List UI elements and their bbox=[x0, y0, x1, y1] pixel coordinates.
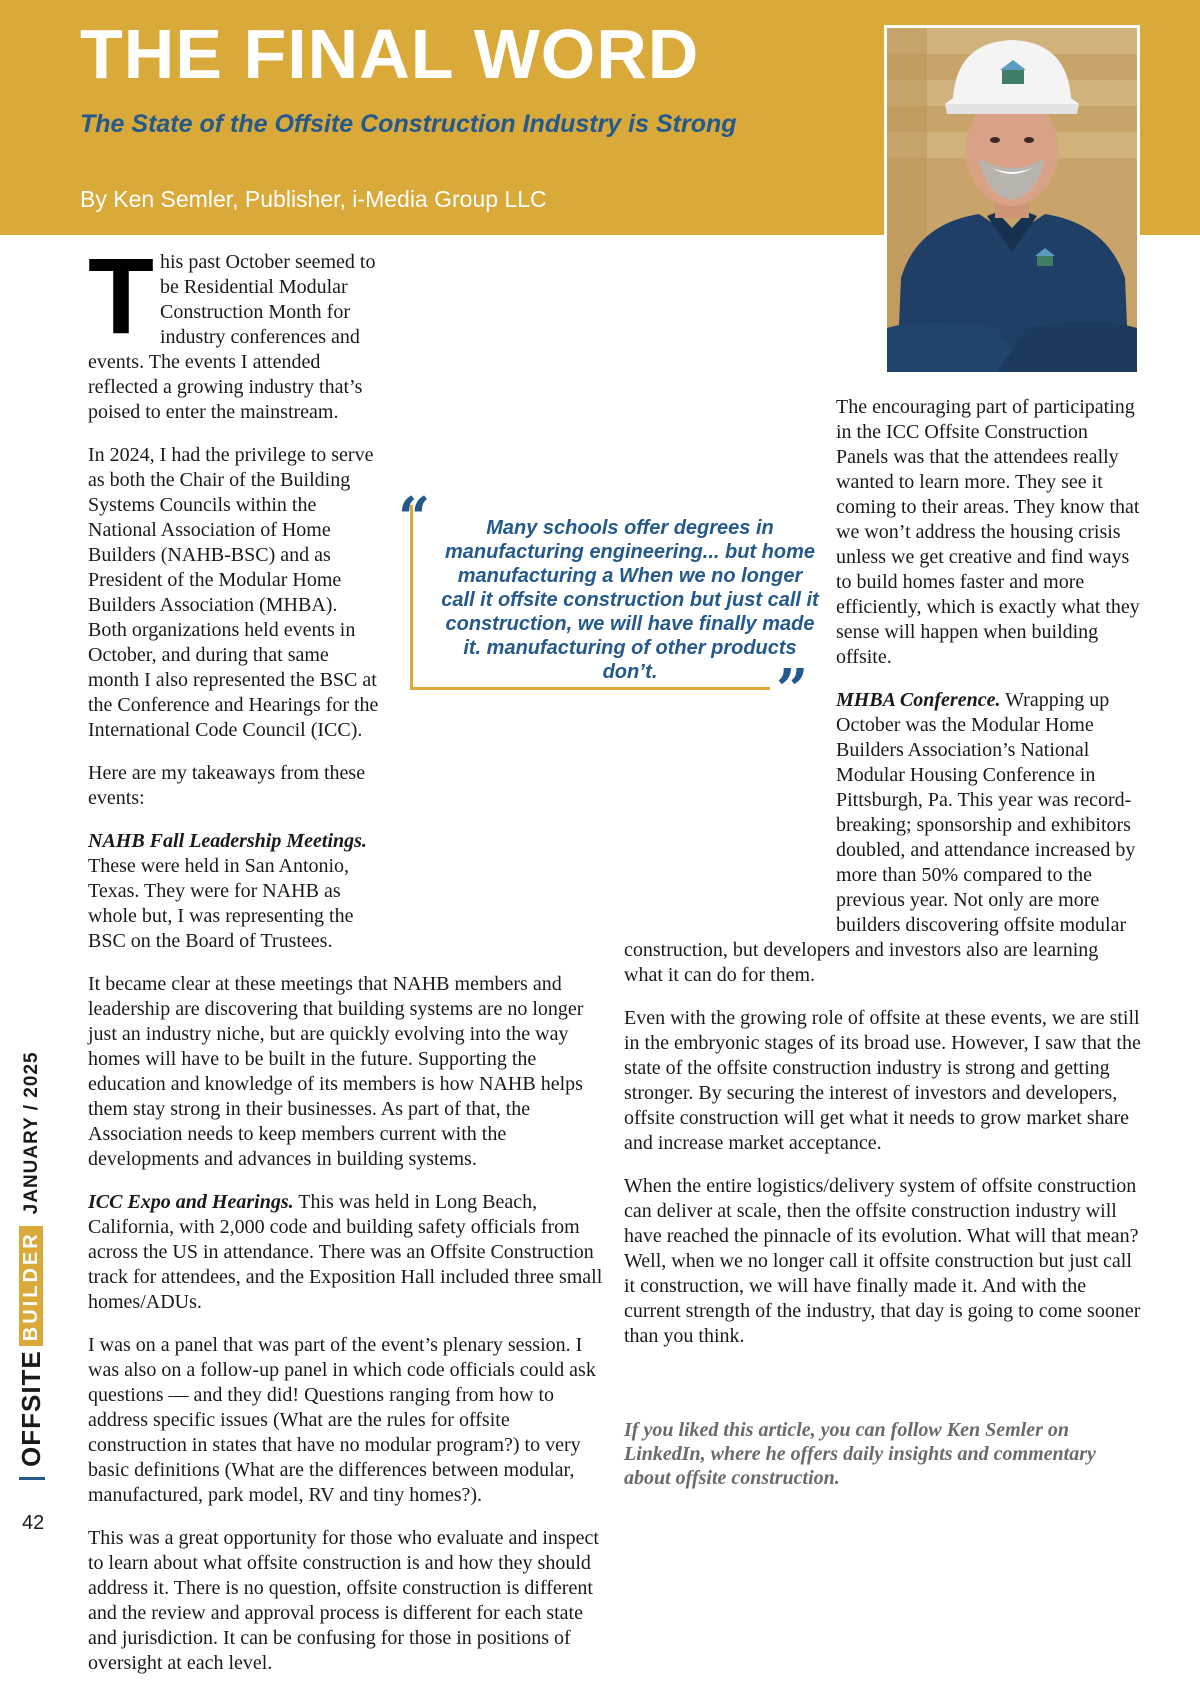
article-subtitle: The State of the Offsite Construction Industry is Strong bbox=[80, 110, 737, 138]
article-paragraph: In 2024, I had the privilege to serve as both the Chair of the Building Systems Councils within the National Association of Home Builders (NAHB-BSC) and as President of the Modular Home Builders Association (MHBA). Both organizations held events in October, and during that same month I also represented the BSC at the Conference and Hearings for the International Code Council (ICC). bbox=[88, 444, 379, 741]
article-paragraph: When the entire logistics/delivery system of offsite construction can deliver at scale, then the offsite construction industry will have reached the pinnacle of its evolution. What will that mean? Well, when we no longer call it offsite construction but just call it construction, we will have finally made it. And with the current strength of the industry, that day is going to come sooner than you think. bbox=[624, 1175, 1141, 1347]
section-lead: MHBA Conference. bbox=[836, 689, 1001, 711]
magazine-name: OFFSITE bbox=[16, 1350, 46, 1467]
page-number: 42 bbox=[22, 1512, 45, 1534]
section-lead: NAHB Fall Leadership Meetings. bbox=[88, 830, 367, 852]
page-title: THE FINAL WORD bbox=[80, 15, 700, 93]
spine-accent-bar bbox=[19, 1477, 45, 1480]
author-footnote: If you liked this article, you can follow Ken Semler on LinkedIn, where he offers daily insights and commentary about offsite construction. bbox=[624, 1419, 1096, 1489]
article-column-right bbox=[624, 250, 1142, 1367]
article-paragraph: This was a great opportunity for those who evaluate and inspect to learn about what offsite construction is and how they should address it. There is no question, offsite construction is different and the review and approval process is different for each state and jurisdiction. It can be confusing for those in positions of oversight at each level. bbox=[88, 1527, 599, 1674]
close-quote-mark: ” bbox=[776, 657, 809, 723]
pull-quote-text: Many schools offer degrees in manufacturing engineering... but home manufacturing a When we no longer call it offsite construction but just call it construction, we will have finally made it. manufacturing of other products don’t. bbox=[441, 517, 819, 683]
article-paragraph: This past October seemed to be Residential Modular Construction Month for industry conferences and events. The events I attended reflected a growing industry that’s poised to enter the mainstream. bbox=[88, 235, 376, 423]
article-paragraph: Even with the growing role of offsite at these events, we are still in the embryonic stages of its broad use. However, I saw that the state of the offsite construction industry is strong and getting stronger. By securing the interest of investors and developers, offsite construction will get what it needs to grow market share and increase market acceptance. bbox=[624, 1007, 1141, 1154]
open-quote-mark: “ bbox=[398, 485, 431, 551]
pull-quote-bottom-rule bbox=[410, 687, 770, 690]
article-paragraph: I was on a panel that was part of the event’s plenary session. I was also on a follow-up panel in which code officials could ask questions — and they did! Questions ranging from how to address specific issues (What are the rules for offsite construction in states that have no modular program?) to very basic definitions (What are the differences between modular, manufactured, park model, RV and tiny homes?). bbox=[88, 1334, 596, 1506]
section-lead: ICC Expo and Hearings. bbox=[88, 1191, 294, 1213]
article-paragraph: ICC Expo and Hearings. This was held in Long Beach, California, with 2,000 code and building safety officials from across the US in attendance. There was an Offsite Construction track for attendees, and the Exposition Hall included three small homes/ADUs. bbox=[88, 1191, 603, 1313]
magazine-spine bbox=[16, 1040, 50, 1480]
drop-cap: T bbox=[88, 235, 154, 356]
byline: By Ken Semler, Publisher, i-Media Group LLC bbox=[80, 186, 547, 212]
article-paragraph: The encouraging part of participating in the ICC Offsite Construction Panels was that the attendees really wanted to learn more. They see it coming to their areas. They know that we won’t address the housing crisis unless we get creative and find ways to build homes faster and more efficiently, which is exactly what they sense will happen when building offsite. bbox=[836, 396, 1140, 668]
article-paragraph: It became clear at these meetings that NAHB members and leadership are discovering that building systems are no longer just an industry niche, but are quickly evolving into the way homes will have to be built in the future. Supporting the education and knowledge of its members is how NAHB helps them stay strong in their businesses. As part of that, the Association needs to keep members current with the developments and advances in building systems. bbox=[88, 973, 584, 1170]
article-paragraph: NAHB Fall Leadership Meetings. These were held in San Antonio, Texas. They were for NAHB as whole but, I was representing the BSC on the Board of Trustees. bbox=[88, 830, 367, 952]
article-paragraph: Here are my takeaways from these events: bbox=[88, 762, 366, 809]
issue-date: JANUARY / 2025 bbox=[20, 1051, 42, 1215]
article-column-left bbox=[88, 235, 606, 1694]
article-paragraph: MHBA Conference. Wrapping up October was the Modular Home Builders Association’s National Modular Housing Conference in Pittsburgh, Pa. This year was record-breaking; sponsorship and exhibitors doubled, and attendance increased by more than 50% compared to the previous year. Not only are more builders discovering offsite modular construction, but developers and investors also are learning what it can do for them. bbox=[624, 689, 1136, 986]
magazine-name-accent: BUILDER bbox=[19, 1226, 43, 1346]
